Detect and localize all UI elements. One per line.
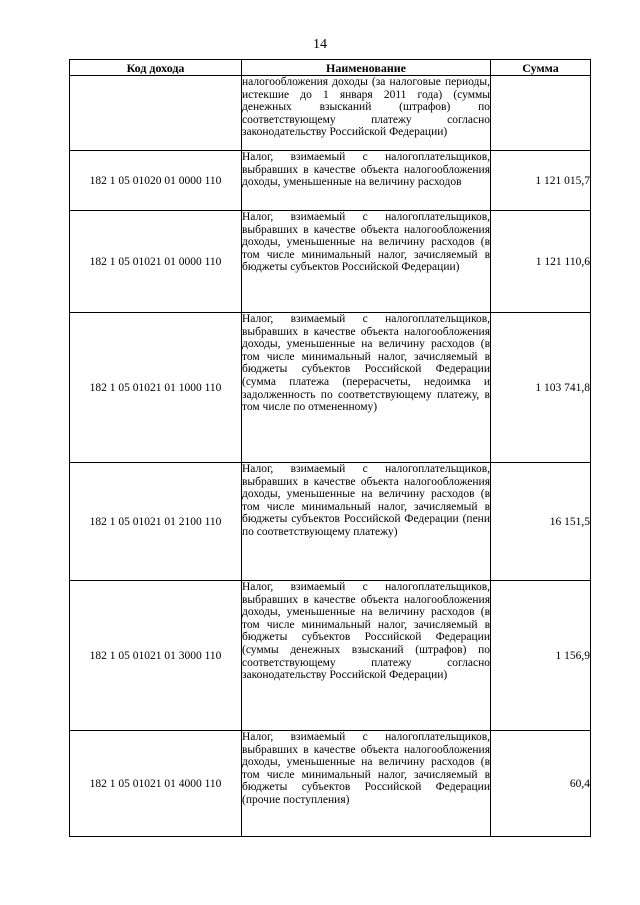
row-code: 182 1 05 01021 01 3000 110 [70, 581, 242, 731]
table-row [70, 313, 591, 463]
row-name: Налог, взимаемый с налогоплательщиков, выбравших в качестве объекта налогообложения доходы, уменьшенные на величину расходов (в том числе минимальный налог, зачисляемый в бюджеты субъектов Российской Федерации) [242, 211, 491, 313]
row-sum: 1 156,9 [491, 581, 591, 731]
row-name: Налог, взимаемый с налогоплательщиков, выбравших в качестве объекта налогообложения доходы, уменьшенные на величину расходов (в том числе минимальный налог, зачисляемый в бюджеты субъектов Российской Федерации (пени по соответствующему платежу) [242, 463, 491, 581]
row-code: 182 1 05 01021 01 1000 110 [70, 313, 242, 463]
table-header-row [70, 60, 591, 76]
table-row [70, 581, 591, 731]
row-code: 182 1 05 01021 01 4000 110 [70, 731, 242, 837]
row-sum: 16 151,5 [491, 463, 591, 581]
row-sum [491, 76, 591, 151]
table-row [70, 76, 591, 151]
table-row [70, 211, 591, 313]
row-code: 182 1 05 01021 01 0000 110 [70, 211, 242, 313]
header-name: Наименование [242, 60, 491, 76]
row-sum: 1 121 110,6 [491, 211, 591, 313]
header-code: Код дохода [70, 60, 242, 76]
row-code [70, 76, 242, 151]
row-sum: 60,4 [491, 731, 591, 837]
table-row [70, 463, 591, 581]
row-name: Налог, взимаемый с налогоплательщиков, выбравших в качестве объекта налогообложения доходы, уменьшенные на величину расходов (в том числе минимальный налог, зачисляемый в бюджеты субъектов Российской Федерации (сумма платежа (перерасчеты, недоимка и задолженность по соответствующему платежу, в том числе по отмененному) [242, 313, 491, 463]
row-code: 182 1 05 01021 01 2100 110 [70, 463, 242, 581]
row-name: налогообложения доходы (за налоговые периоды, истекшие до 1 января 2011 года) (суммы денежных взысканий (штрафов) по соответствующему платежу согласно законодательству Российской Федерации) [242, 76, 491, 151]
row-sum: 1 121 015,7 [491, 151, 591, 211]
revenue-table [69, 59, 591, 837]
row-sum: 1 103 741,8 [491, 313, 591, 463]
row-name: Налог, взимаемый с налогоплательщиков, выбравших в качестве объекта налогообложения доходы, уменьшенные на величину расходов [242, 151, 491, 211]
page-number: 14 [313, 37, 327, 52]
row-code: 182 1 05 01020 01 0000 110 [70, 151, 242, 211]
table-row [70, 731, 591, 837]
row-name: Налог, взимаемый с налогоплательщиков, выбравших в качестве объекта налогообложения доходы, уменьшенные на величину расходов (в том числе минимальный налог, зачисляемый в бюджеты субъектов Российской Федерации (прочие поступления) [242, 731, 491, 837]
table-row [70, 151, 591, 211]
header-sum: Сумма [491, 60, 591, 76]
row-name: Налог, взимаемый с налогоплательщиков, выбравших в качестве объекта налогообложения доходы, уменьшенные на величину расходов (в том числе минимальный налог, зачисляемый в бюджеты субъектов Российской Федерации (суммы денежных взысканий (штрафов) по соответствующему платежу согласно законодательству Российской Федерации) [242, 581, 491, 731]
